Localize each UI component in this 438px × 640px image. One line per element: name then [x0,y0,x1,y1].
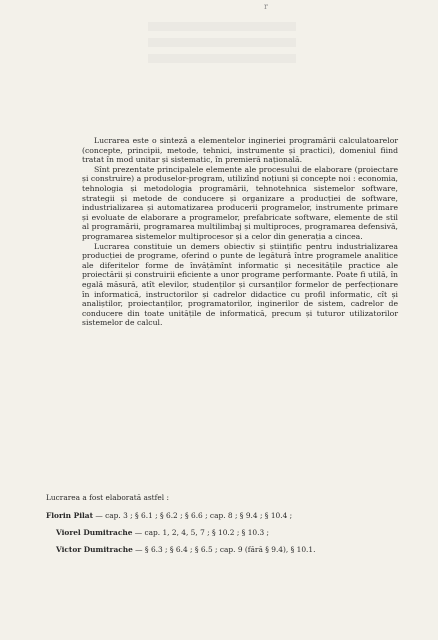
abstract-text [82,136,398,328]
author-chapters: — cap. 1, 2, 4, 5, 7 ; § 10.2 ; § 10.3 ; [132,527,269,537]
bleed-line [148,54,296,63]
author-credits [46,493,416,562]
bleed-line [148,22,296,31]
bleed-line [148,38,296,47]
author-chapters: — cap. 3 ; § 6.1 ; § 6.2 ; § 6.6 ; cap. 8 ; § 9.4 ; § 10.4 ; [93,510,293,520]
paragraph-3: Lucrarea constituie un demers obiectiv și științific pentru industrializarea producției de programe, oferind o punte de legătură între programele analitice ale diferitelor forme de învățămînt informatic și necesitățile practice ale proiectării și construirii eficiente a unor programe performante. Poate fi utilă, în egală măsură, atît elevilor, studenților și cursanților formelor de perfecționare în informatică, instructorilor și cadrelor didactice cu profil informatic, cît și analiștilor, proiectanților, programatorilor, inginerilor de sistem, cadrelor de conducere din toate unitățile de informatică, precum și tuturor utilizatorilor sistemelor de calcul. [82,241,398,328]
paragraph-2: Sînt prezentate principalele elemente ale procesului de elaborare (proiectare și construire) a produselor-program, utilizînd noțiuni și concepte noi : economia, tehnologia și metodologia programării, tehnotehnica sistemelor software, strategii și metode de conducere și organizare a producției de software, industrializarea și automatizarea producerii programelor, instrumente primare și evoluate de elaborare a programelor, prefabricate software, elemente de stil al programării, programarea multilimbaj și multiproces, programarea defensivă, programarea sistemelor multiprocesor și a celor din generația a cincea. [82,164,398,241]
author-name: Florin Pilat [46,510,94,520]
credit-line [46,511,416,521]
author-name: Victor Dumitrache [56,544,133,554]
bleed-through-text [148,22,296,82]
credit-line [46,528,416,538]
credit-line [46,545,416,555]
author-name: Viorel Dumitrache [56,527,133,537]
paragraph-1: Lucrarea este o sinteză a elementelor ingineriei programării calculatoarelor (concepte, principii, metode, tehnici, instrumente și practici), domeniul fiind tratat în mod unitar și sistematic, în premieră națională. [82,136,398,165]
page-mark: r [264,2,268,11]
author-chapters: — § 6.3 ; § 6.4 ; § 6.5 ; cap. 9 (fără § 9.4), § 10.1. [132,544,316,554]
credits-intro: Lucrarea a fost elaborată astfel : [46,493,169,502]
